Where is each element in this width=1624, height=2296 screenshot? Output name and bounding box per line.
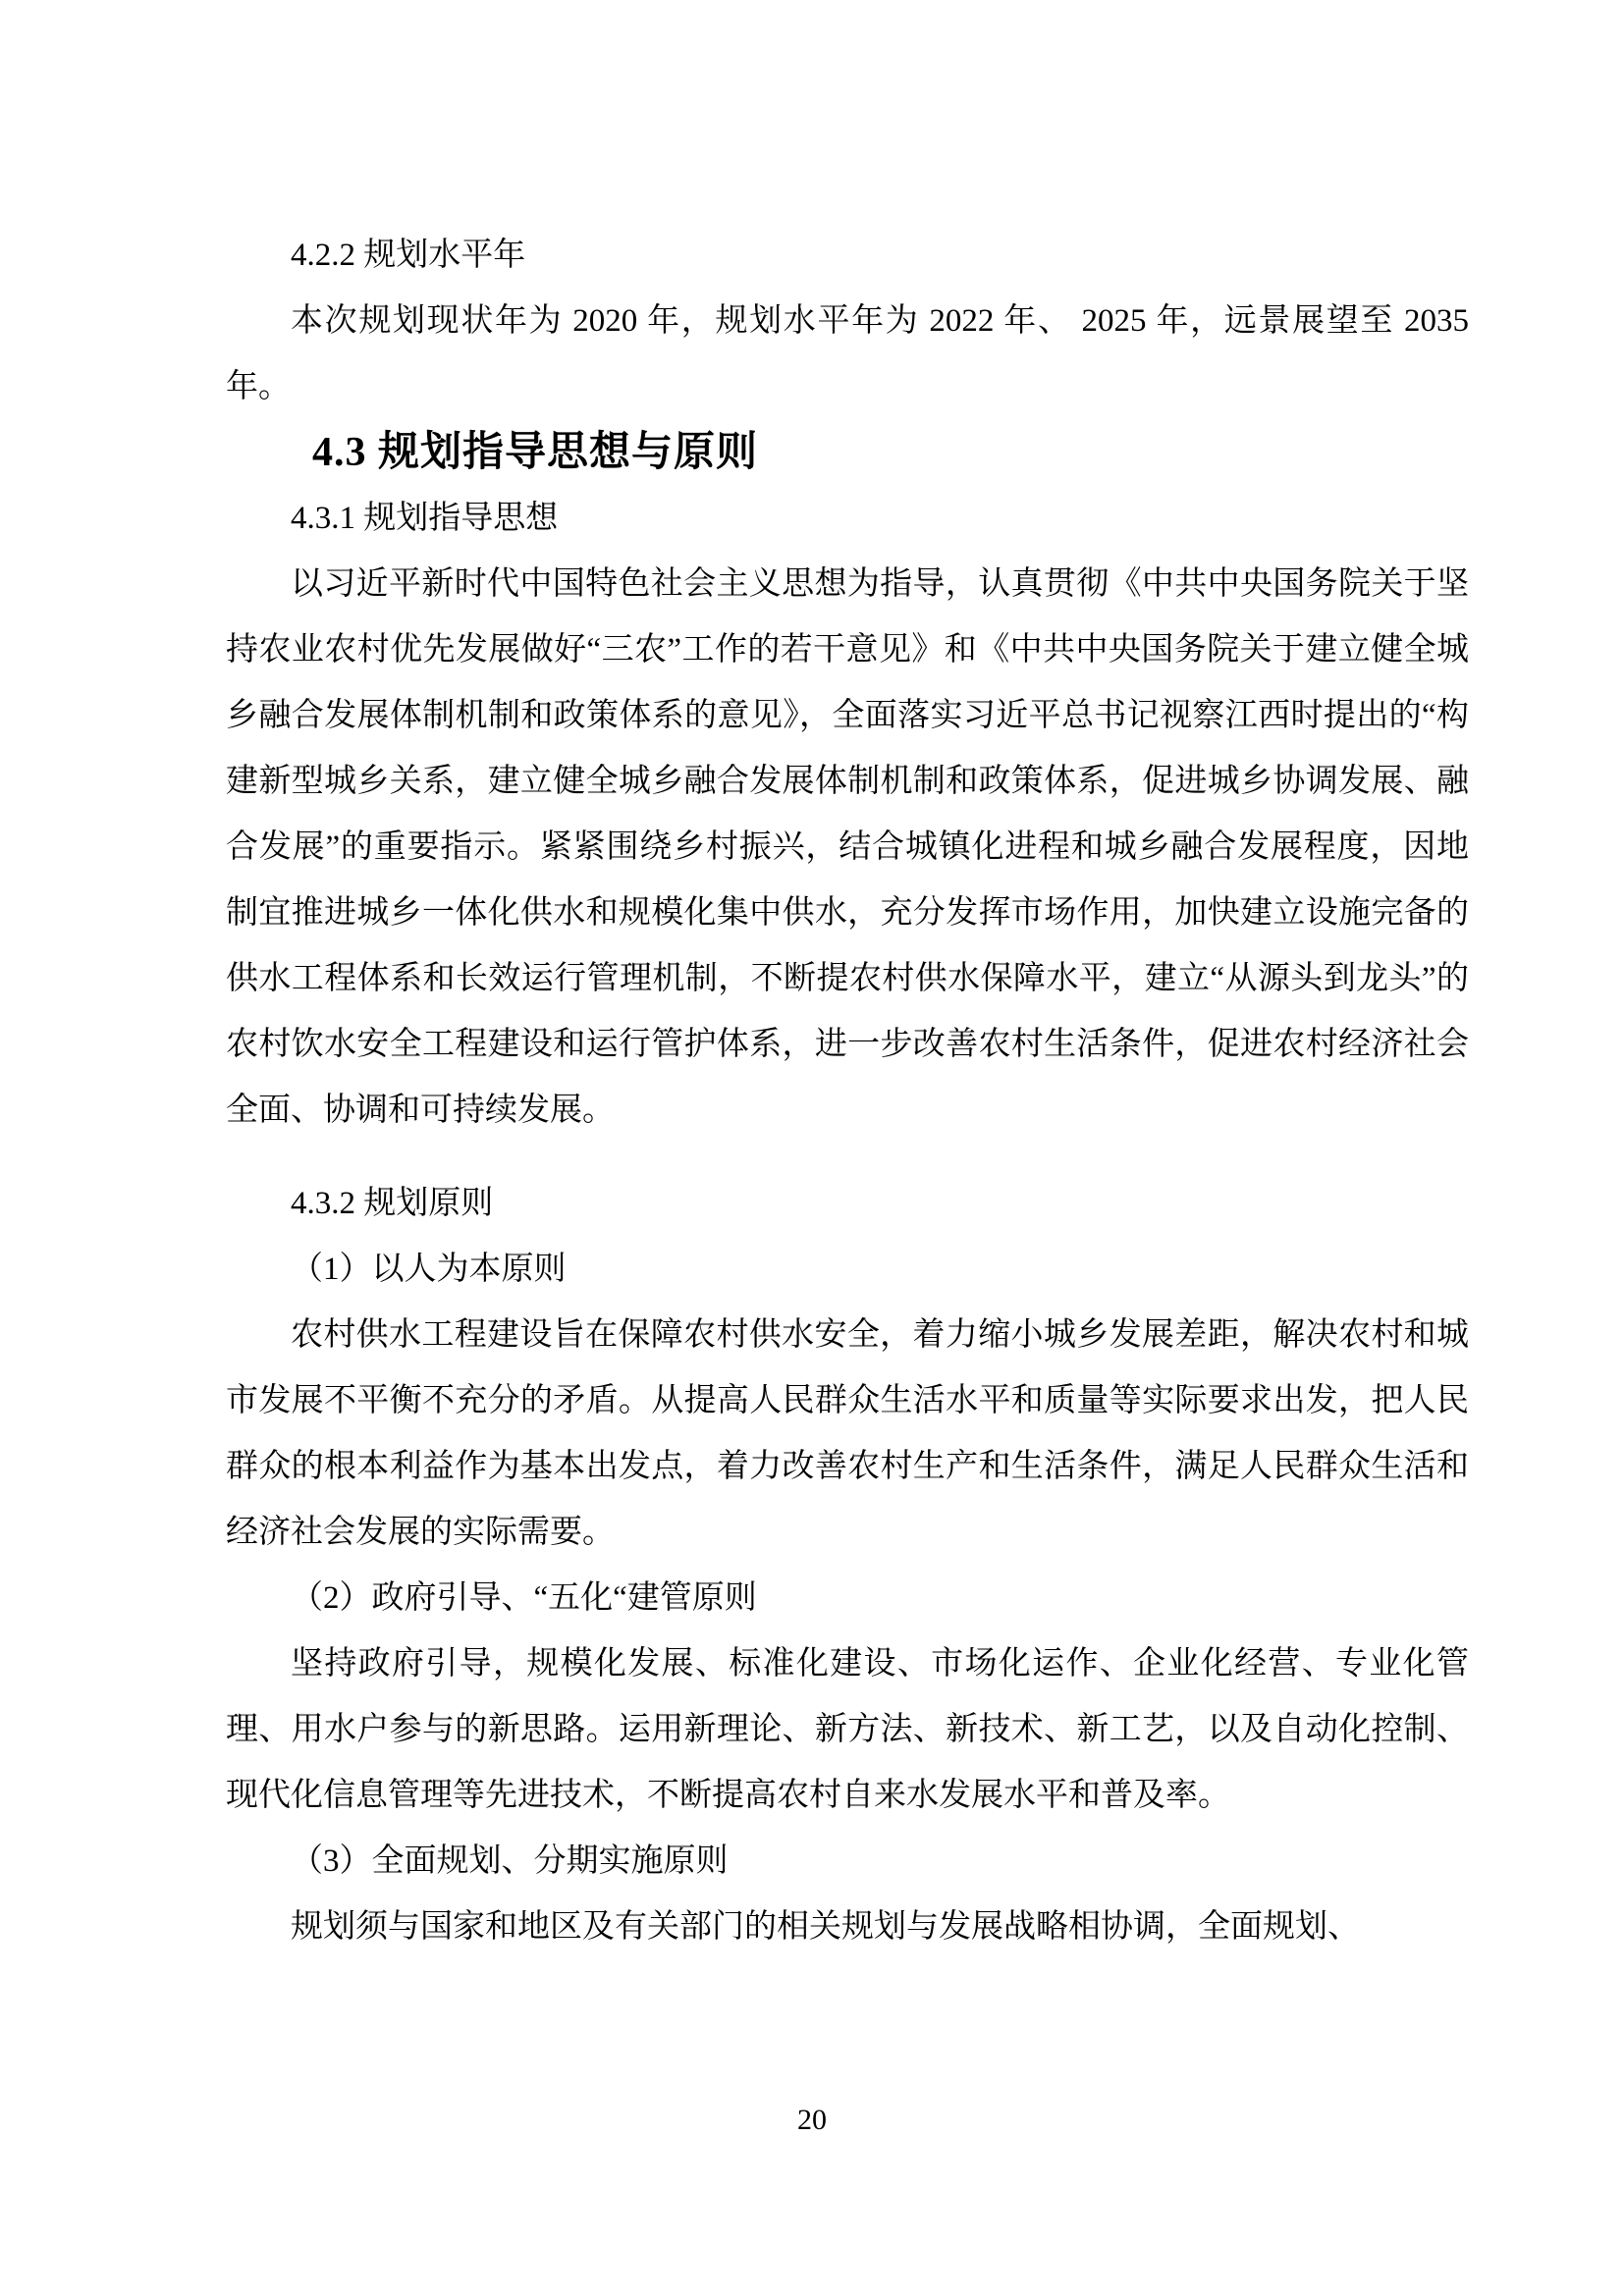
principle-paragraph-1: 农村供水工程建设旨在保障农村供水安全，着力缩小城乡发展差距，解决农村和城市发展不平衡不充分的矛盾。从提高人民群众生活水平和质量等实际要求出发，把人民群众的根本利益作为基本出发点，着力改善农村生产和生活条件，满足人民群众生活和经济社会发展的实际需要。 xyxy=(226,1317,1469,1550)
principle-heading-3: （3）全面规划、分期实施原则 xyxy=(291,1843,729,1879)
principle-heading-1: （1）以人为本原则 xyxy=(291,1252,567,1287)
paragraph-planning-years: 本次规划现状年为 2020 年，规划水平年为 2022 年、 2025 年，远景展望至 2035 年。 xyxy=(226,303,1469,404)
section-heading-432: 4.3.2 规划原则 xyxy=(291,1186,494,1221)
principle-paragraph-2: 坚持政府引导，规模化发展、标准化建设、市场化运作、企业化经营、专业化管理、用水户参与的新思路。运用新理论、新方法、新技术、新工艺，以及自动化控制、现代化信息管理等先进技术，不断提高农村自来水发展水平和普及率。 xyxy=(226,1646,1469,1813)
chapter-heading-43: 4.3 规划指导思想与原则 xyxy=(312,430,759,475)
section-heading-422: 4.2.2 规划水平年 xyxy=(291,238,526,273)
section-heading-431: 4.3.1 规划指导思想 xyxy=(291,501,559,536)
paragraph-guiding-ideology: 以习近平新时代中国特色社会主义思想为指导，认真贯彻《中共中央国务院关于坚持农业农村优先发展做好“三农”工作的若干意见》和《中共中央国务院关于建立健全城乡融合发展体制机制和政策体系的意见》，全面落实习近平总书记视察江西时提出的“构建新型城乡关系，建立健全城乡融合发展体制机制和政策体系，促进城乡协调发展、融合发展”的重要指示。紧紧围绕乡村振兴，结合城镇化进程和城乡融合发展程度，因地制宜推进城乡一体化供水和规模化集中供水，充分发挥市场作用，加快建立设施完备的供水工程体系和长效运行管理机制，不断提农村供水保障水平，建立“从源头到龙头”的农村饮水安全工程建设和运行管护体系，进一步改善农村生活条件，促进农村经济社会全面、协调和可持续发展。 xyxy=(226,566,1469,1128)
page-number: 20 xyxy=(797,2104,827,2136)
principle-heading-2: （2）政府引导、“五化“建管原则 xyxy=(291,1580,757,1616)
principle-paragraph-3: 规划须与国家和地区及有关部门的相关规划与发展战略相协调，全面规划、 xyxy=(291,1909,1360,1945)
